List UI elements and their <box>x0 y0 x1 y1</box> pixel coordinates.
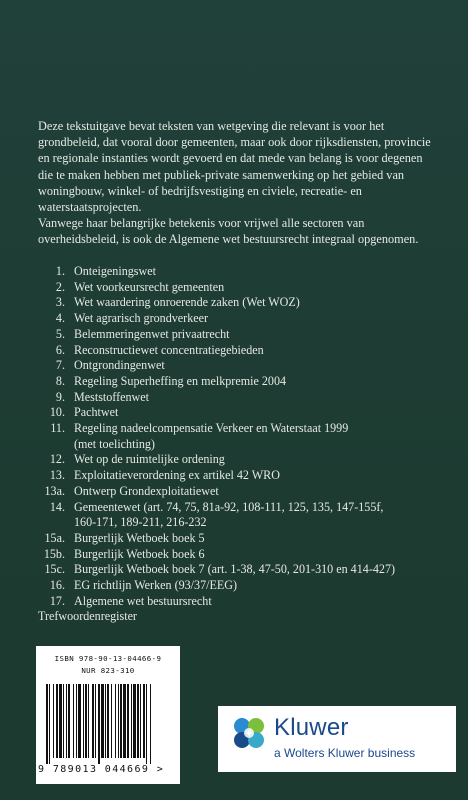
contents-item <box>38 343 458 359</box>
intro-paragraph-1: Deze tekstuitgave bevat teksten van wetgeving die relevant is voor het grondbeleid, dat vooral door gemeenten, maar ook door rijksdiensten, provincie en regionale instanties wordt gevoerd en dat mede van belang is voor degenen die te maken hebben met publiek-private samenwerking op het gebied van woningbouw, winkel- of bedrijfsvestiging en civiele, recreatie- en waterstaatsprojecten. <box>38 119 431 215</box>
contents-item-number: 2. <box>55 279 65 294</box>
kluwer-logo-icon <box>232 716 266 750</box>
contents-item-label <box>74 327 458 343</box>
intro-text <box>38 118 438 248</box>
contents-item-title: Burgerlijk Wetboek boek 6 <box>74 546 205 561</box>
contents-item-label <box>74 280 458 296</box>
contents-item-number: 13a. <box>44 483 65 498</box>
contents-item-title: Algemene wet bestuursrecht <box>74 593 212 608</box>
publisher-name: Kluwer <box>274 714 349 741</box>
contents-item-number: 14. <box>49 499 65 514</box>
contents-item <box>38 531 458 547</box>
contents-item-label <box>74 390 458 406</box>
contents-item-title: Meststoffenwet <box>74 389 150 404</box>
contents-item-label <box>74 468 458 484</box>
contents-item <box>38 374 458 390</box>
contents-item-number: 15c. <box>44 562 65 577</box>
contents-item <box>38 390 458 406</box>
contents-item-number: 5. <box>55 326 65 341</box>
contents-item-label <box>74 562 458 578</box>
contents-item-number: 15a. <box>44 530 65 545</box>
contents-item-continuation: 160-171, 189-211, 216-232 <box>74 515 207 530</box>
contents-item-label <box>74 452 458 468</box>
contents-item-number: 16. <box>49 578 65 593</box>
contents-item-title: Wet voorkeursrecht gemeenten <box>74 279 225 294</box>
contents-item-label <box>74 484 458 500</box>
contents-item <box>38 468 458 484</box>
barcode-label <box>36 646 180 784</box>
contents-item-label <box>74 405 458 421</box>
contents-item-label <box>74 500 458 531</box>
contents-item-title: Burgerlijk Wetboek boek 5 <box>74 530 205 545</box>
index-register: Trefwoordenregister <box>38 609 137 624</box>
contents-item-title: Wet agrarisch grondverkeer <box>74 311 209 326</box>
barcode-icon <box>46 684 170 764</box>
contents-item-title: Burgerlijk Wetboek boek 7 (art. 1-38, 47-50, 201-310 en 414-427) <box>74 562 396 577</box>
contents-item-number: 3. <box>55 295 65 310</box>
contents-item-label <box>74 358 458 374</box>
contents-item <box>38 421 458 452</box>
contents-item-number: 9. <box>55 389 65 404</box>
contents-item-number: 7. <box>55 358 65 373</box>
contents-item-title: EG richtlijn Werken (93/37/EEG) <box>74 578 238 593</box>
contents-item <box>38 562 458 578</box>
contents-item-number: 8. <box>55 373 65 388</box>
contents-item <box>38 547 458 563</box>
contents-item-title: Regeling Superheffing en melkpremie 2004 <box>74 373 287 388</box>
contents-item-continuation: (met toelichting) <box>74 436 155 451</box>
contents-item-number: 13. <box>49 468 65 483</box>
contents-item-title: Reconstructiewet concentratiegebieden <box>74 342 264 357</box>
contents-item-label <box>74 421 458 452</box>
contents-item-label <box>74 531 458 547</box>
contents-item <box>38 264 458 280</box>
contents-item-label <box>74 547 458 563</box>
contents-item-title: Wet op de ruimtelijke ordening <box>74 452 225 467</box>
contents-item <box>38 280 458 296</box>
contents-item-number: 1. <box>55 264 65 278</box>
contents-item-number: 10. <box>49 405 65 420</box>
contents-item-number: 11. <box>50 421 65 436</box>
contents-item-title: Wet waardering onroerende zaken (Wet WOZ) <box>74 295 300 310</box>
contents-item-title: Ontwerp Grondexploitatiewet <box>74 483 219 498</box>
contents-item-number: 12. <box>49 452 65 467</box>
contents-item-title: Ontgrondingenwet <box>74 358 165 373</box>
contents-item-number: 4. <box>55 311 65 326</box>
contents-item <box>38 327 458 343</box>
contents-item-number: 15b. <box>43 546 65 561</box>
contents-item-title: Gemeentewet (art. 74, 75, 81a-92, 108-111, 125, 135, 147-155f, <box>74 499 384 514</box>
contents-item-number: 6. <box>55 342 65 357</box>
contents-item-label <box>74 594 458 610</box>
contents-item <box>38 484 458 500</box>
contents-item <box>38 578 458 594</box>
contents-item-title: Pachtwet <box>74 405 119 420</box>
contents-item-title: Exploitatieverordening ex artikel 42 WRO <box>74 468 280 483</box>
contents-item-title: Onteigeningswet <box>74 264 156 278</box>
contents-item <box>38 358 458 374</box>
contents-item-number: 17. <box>49 593 65 608</box>
contents-item <box>38 295 458 311</box>
publisher-tagline: a Wolters Kluwer business <box>274 746 416 760</box>
publisher-logo-panel <box>218 706 456 772</box>
contents-list <box>38 264 458 625</box>
intro-paragraph-2: Vanwege haar belangrijke betekenis voor vrijwel alle sectoren van overheidsbeleid, is ook de Algemene wet bestuursrecht integraal opgenomen. <box>38 216 419 247</box>
nur-text: NUR 823-310 <box>81 666 135 675</box>
contents-item <box>38 452 458 468</box>
contents-item-label <box>74 578 458 594</box>
barcode-digits: 9 789013 044669 > <box>38 764 165 775</box>
contents-item <box>38 594 458 610</box>
isbn-text: ISBN 978-90-13-04466-9 <box>54 654 162 663</box>
contents-item-title: Belemmeringenwet privaatrecht <box>74 326 230 341</box>
contents-item <box>38 311 458 327</box>
contents-item-label <box>74 295 458 311</box>
contents-item-title: Regeling nadeelcompensatie Verkeer en Waterstaat 1999 <box>74 421 349 436</box>
contents-item-label <box>74 343 458 359</box>
contents-item-label <box>74 311 458 327</box>
contents-item-label <box>74 264 458 280</box>
contents-item-label <box>74 374 458 390</box>
contents-item <box>38 500 458 531</box>
contents-item <box>38 405 458 421</box>
